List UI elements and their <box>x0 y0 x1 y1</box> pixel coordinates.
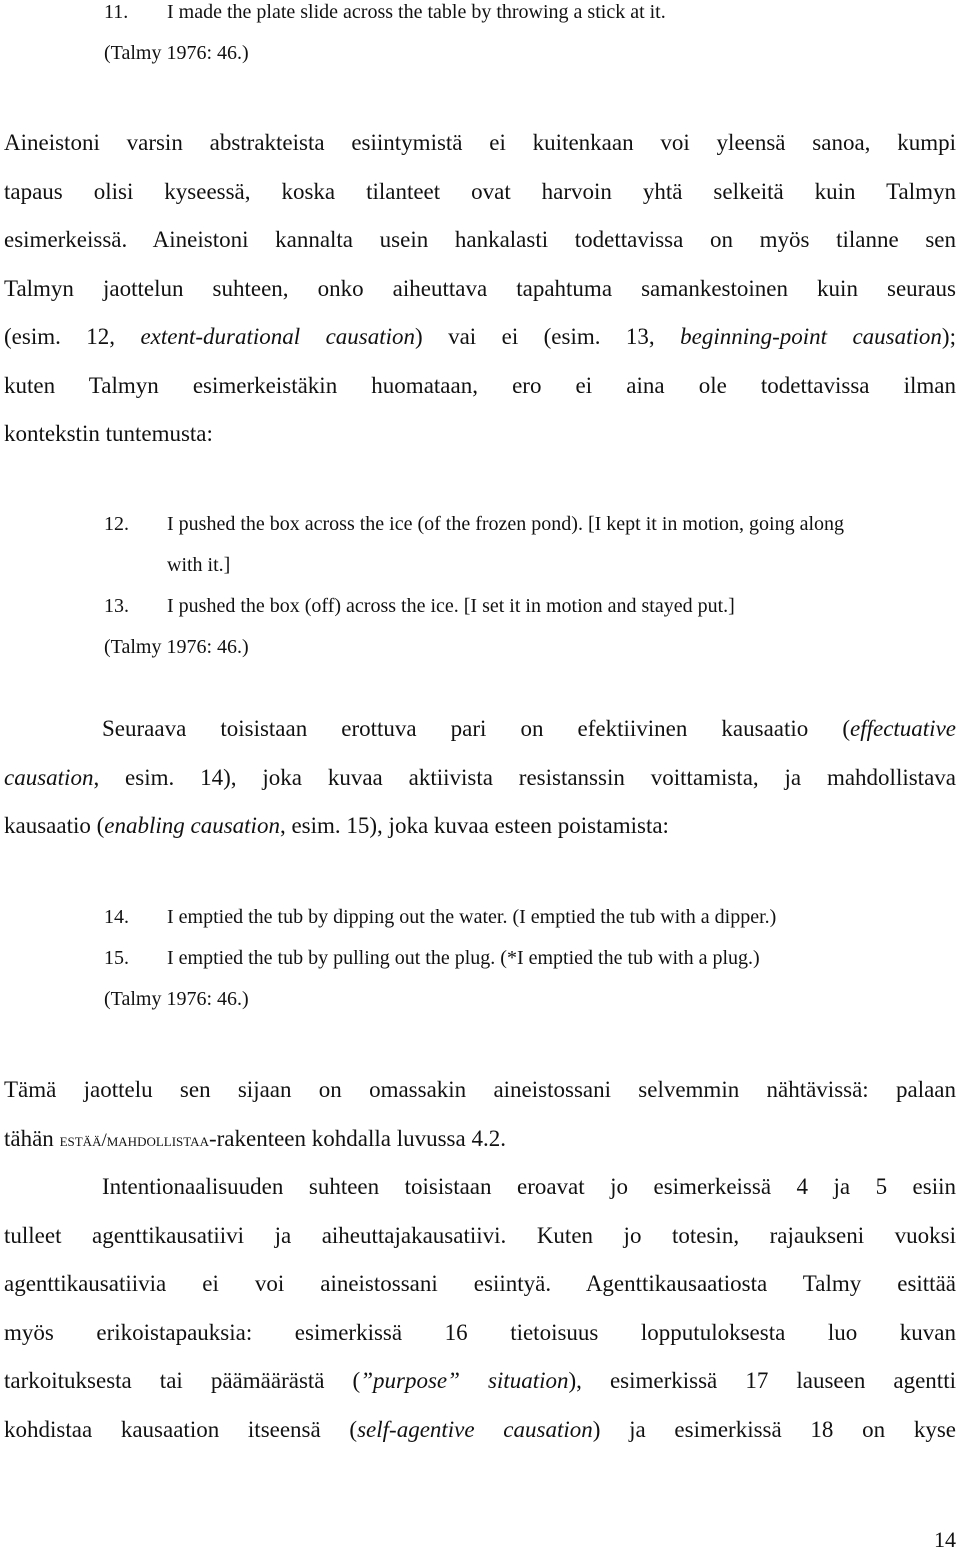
text-line: tulleet agenttikausatiivi ja aiheuttajakausatiivi. Kuten jo totesin, rajaukseni vuoksi <box>4 1222 956 1248</box>
example-text: I pushed the box across the ice (of the frozen pond). [I kept it in motion, going along <box>167 513 845 535</box>
term-italic: beginning-point causation <box>680 324 942 349</box>
paragraph-2 <box>4 705 956 851</box>
text-segment: Intentionaalisuuden suhteen toisistaan eroavat jo esimerkeissä 4 ja 5 esiin <box>102 1174 956 1199</box>
text-segment: , esim. 15), joka kuvaa esteen poistamista: <box>279 813 669 838</box>
text-line: myös erikoistapauksia: esimerkissä 16 tietoisuus lopputuloksesta luo kuvan <box>4 1319 956 1345</box>
text-segment: , esim. 14), joka kuvaa aktiivista resistanssin voittamista, ja mahdollistava <box>93 764 956 790</box>
page-number: 14 <box>934 1527 956 1552</box>
example-text: I pushed the box (off) across the ice. [I set it in motion and stayed put.] <box>167 595 735 617</box>
term-italic: effectuative <box>850 716 956 741</box>
text-segment: ) vai ei (esim. 13, <box>415 324 681 349</box>
term-italic: ”purpose” situation <box>360 1368 569 1393</box>
paragraph-3 <box>4 1066 956 1165</box>
example-number: 13. <box>104 595 129 617</box>
citation: (Talmy 1976: 46.) <box>104 988 249 1010</box>
text-line <box>4 705 956 754</box>
example-12 <box>104 504 954 545</box>
term-italic: causation <box>4 764 94 790</box>
citation: (Talmy 1976: 46.) <box>104 636 249 658</box>
term-italic: self-agentive causation <box>357 1416 593 1442</box>
text-line: Aineistoni varsin abstrakteista esiintymistä ei kuitenkaan voi yleensä sanoa, kumpi <box>4 130 956 155</box>
text-line: kontekstin tuntemusta: <box>4 421 213 446</box>
text-line: tapaus olisi kyseessä, koska tilanteet ovat harvoin yhtä selkeitä kuin Talmyn <box>4 178 956 204</box>
text-line <box>4 1357 956 1406</box>
example-14 <box>104 897 954 938</box>
example-number: 11. <box>104 1 129 23</box>
text-line <box>4 313 956 362</box>
text-segment: tähän <box>4 1125 60 1151</box>
example-text: I emptied the tub by dipping out the water. (I emptied the tub with a dipper.) <box>167 906 777 928</box>
paragraph-1 <box>4 119 956 459</box>
small-caps-term: estää/mahdollistaa <box>59 1129 209 1151</box>
text-line <box>4 1163 956 1212</box>
example-text: I made the plate slide across the table by throwing a stick at it. <box>167 1 666 23</box>
example-number: 14. <box>104 906 129 928</box>
example-number: 12. <box>104 513 129 535</box>
example-13 <box>104 586 954 627</box>
text-segment: ) ja esimerkissä 18 on kyse <box>592 1416 956 1442</box>
text-line <box>4 754 956 803</box>
example-number: 15. <box>104 947 129 969</box>
text-line <box>4 802 956 851</box>
text-segment: kausaatio ( <box>4 813 105 838</box>
text-segment: -rakenteen kohdalla luvussa 4.2. <box>208 1125 506 1151</box>
paragraph-4 <box>4 1163 956 1454</box>
text-segment: tarkoituksesta tai päämäärästä ( <box>4 1368 361 1393</box>
text-line: kuten Talmyn esimerkeistäkin huomataan, ero ei aina ole todettavissa ilman <box>4 372 956 398</box>
text-line: Tämä jaottelu sen sijaan on omassakin aineistossani selvemmin nähtävissä: palaan <box>4 1077 956 1102</box>
text-segment: ); <box>941 324 956 349</box>
text-line <box>4 1406 956 1455</box>
example-15 <box>104 938 954 979</box>
text-segment: kohdistaa kausaation itseensä ( <box>4 1416 358 1442</box>
citation: (Talmy 1976: 46.) <box>104 42 249 64</box>
text-line: Talmyn jaottelun suhteen, onko aiheuttava tapahtuma samankestoinen kuin seuraus <box>4 275 956 301</box>
term-italic: extent-durational causation <box>140 324 416 349</box>
example-12-continued: with it.] <box>167 554 231 576</box>
text-line: esimerkeissä. Aineistoni kannalta usein hankalasti todettavissa on myös tilanne sen <box>4 227 956 252</box>
text-segment: ), esimerkissä 17 lauseen agentti <box>568 1368 956 1393</box>
text-segment: (esim. 12, <box>4 324 141 349</box>
text-line <box>4 1115 956 1166</box>
example-11 <box>104 0 954 33</box>
example-text: I emptied the tub by pulling out the plug. (*I emptied the tub with a plug.) <box>167 947 760 969</box>
text-segment: Seuraava toisistaan erottuva pari on efektiivinen kausaatio ( <box>102 716 850 741</box>
text-line: agenttikausatiivia ei voi aineistossani esiintyä. Agenttikausaatiosta Talmy esittää <box>4 1271 956 1296</box>
term-italic: enabling causation <box>104 813 280 838</box>
